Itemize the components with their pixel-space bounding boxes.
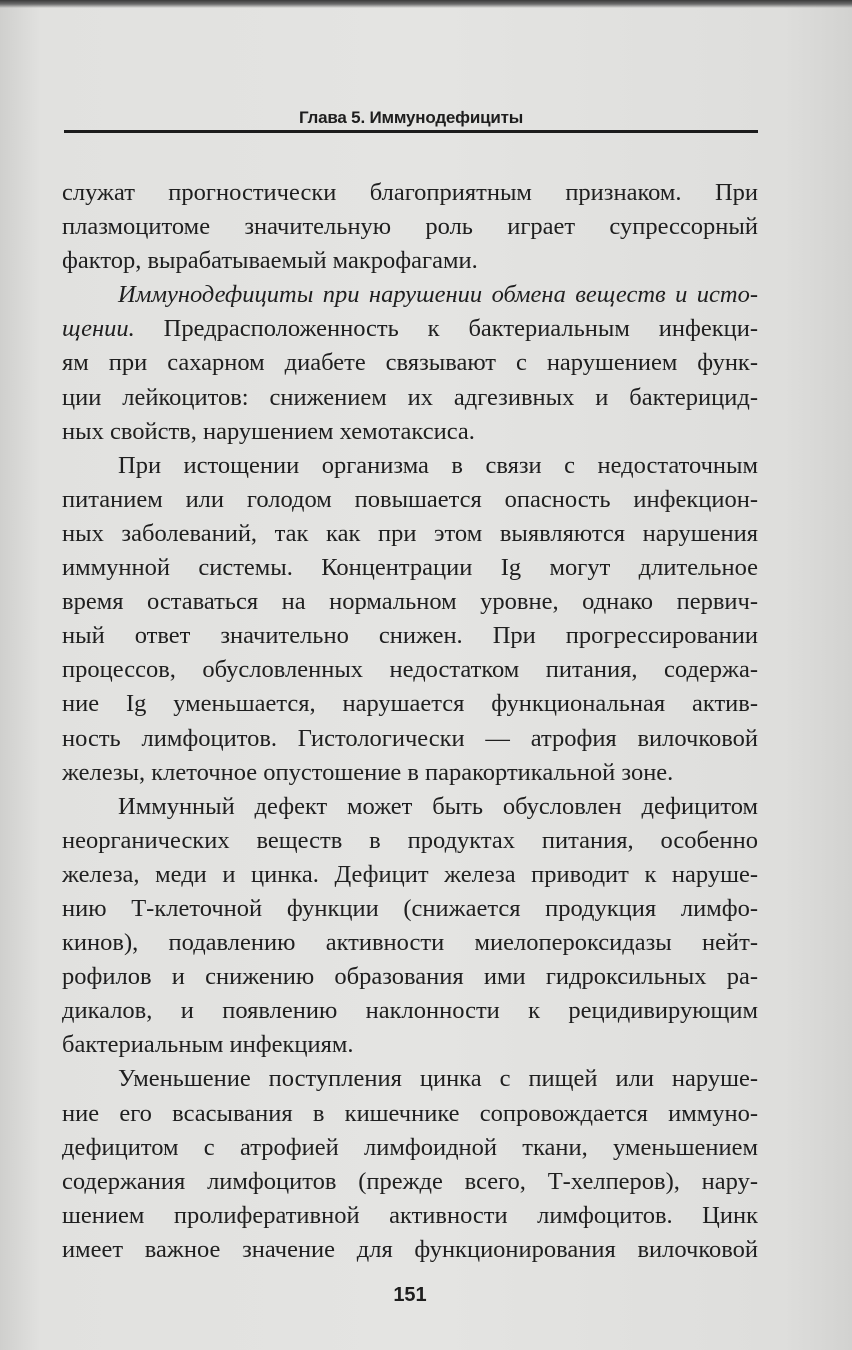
text-line: ние его всасывания в кишечнике сопровождается иммуно- [62, 1099, 758, 1127]
text-line: плазмоцитоме значительную роль играет супрессорный [62, 213, 758, 241]
page-number: 151 [393, 1284, 427, 1306]
text-line: бактериальным инфекциям. [62, 1031, 354, 1059]
text-line: ции лейкоцитов: снижением их адгезивных и бактерицид- [62, 383, 758, 411]
text-line: дефицитом с атрофией лимфоидной ткани, уменьшением [62, 1133, 758, 1161]
text-line: время оставаться на нормальном уровне, однако первич- [62, 588, 758, 616]
text-line: Уменьшение поступления цинка с пищей или наруше- [118, 1065, 758, 1093]
text-line [62, 278, 758, 312]
italic-heading: щении. [62, 315, 135, 343]
text-line: ность лимфоцитов. Гистологически — атрофия вилочковой [62, 724, 758, 752]
body-text [62, 176, 758, 1267]
text-line: служат прогностически благоприятным признаком. При [62, 179, 758, 206]
italic-heading: Иммунодефициты при нарушении обмена веществ и исто- [118, 281, 758, 309]
text-line: ных свойств, нарушением хемотаксиса. [62, 417, 475, 445]
text-line: ние Ig уменьшается, нарушается функциональная актив- [62, 690, 758, 718]
text-line: дикалов, и появлению наклонности к рецидивирующим [62, 997, 758, 1025]
text-line: фактор, вырабатываемый макрофагами. [62, 247, 478, 275]
page-top-edge [0, 0, 852, 8]
text-line: нию Т-клеточной функции (снижается продукция лимфо- [62, 894, 758, 922]
text-line: Иммунный дефект может быть обусловлен дефицитом [118, 792, 758, 820]
text-line: железы, клеточное опустошение в паракортикальной зоне. [62, 758, 674, 786]
text-line: ям при сахарном диабете связывают с нарушением функ- [62, 349, 758, 377]
header-rule [64, 130, 758, 133]
text-run: Предрасположенность к бактериальным инфекци- [134, 315, 758, 343]
text-line: иммунной системы. Концентрации Ig могут длительное [62, 554, 758, 582]
text-line: При истощении организма в связи с недостаточным [118, 451, 758, 479]
text-line: кинов), подавлению активности миелопероксидазы нейт- [62, 929, 758, 957]
text-line: процессов, обусловленных недостатком питания, содержа- [62, 656, 758, 684]
text-line: ный ответ значительно снижен. При прогрессировании [62, 622, 758, 650]
text-line: ных заболеваний, так как при этом выявляются нарушения [62, 519, 758, 547]
text-line: имеет важное значение для функционирования вилочковой [62, 1235, 758, 1263]
text-line [62, 312, 758, 346]
text-line: питанием или голодом повышается опасность инфекцион- [62, 485, 758, 513]
text-line: неорганических веществ в продуктах питания, особенно [62, 826, 758, 854]
text-line: рофилов и снижению образования ими гидроксильных ра- [62, 963, 758, 991]
text-line: шением пролиферативной активности лимфоцитов. Цинк [62, 1201, 758, 1229]
text-line: железа, меди и цинка. Дефицит железа приводит к наруше- [62, 860, 758, 888]
running-head: Глава 5. Иммунодефициты [298, 108, 524, 127]
text-line: содержания лимфоцитов (прежде всего, Т-хелперов), нару- [62, 1167, 758, 1195]
